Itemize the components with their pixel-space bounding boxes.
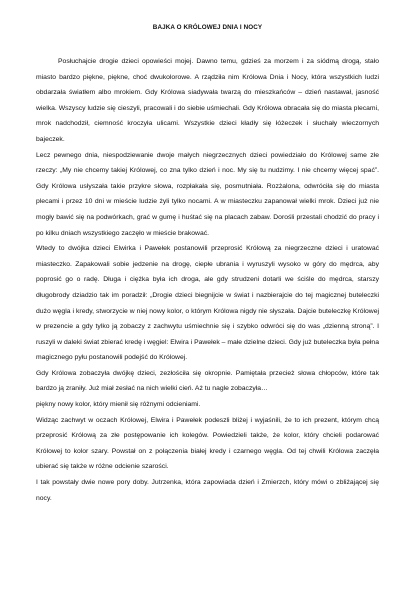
document-title: BAJKA O KRÓLOWEJ DNIA I NOCY <box>152 24 263 31</box>
paragraph: I tak powstały dwie nowe pory doby. Jutrzenka, która zapowiada dzień i Zmierzch, który mówi o zbliżającej się nocy. <box>36 479 379 502</box>
paragraph: Posłuchajcie drogie dzieci opowieści mojej. Dawno temu, gdzieś za morzem i za siódmą drogą, stało miasto bardzo piękne, piękne, choć dwukolorowe. A rządziła nim Królowa Dnia i Nocy, która wszystkich ludzi obdarzała światłem albo mrokiem. Gdy Królowa siadywała twarzą do mieszkańców – dzień nastawał, jasność wielka. Wszyscy ludzie się cieszyli, pracowali i do siebie uśmiechali. Gdy Królowa obracała się do miasta plecami, mrok nadchodził, ciemność kroczyła ulicami. Wszystkie dzieci kładły się łóżeczek i słuchały wieczornych bajeczek. <box>36 58 379 143</box>
paragraph: Lecz pewnego dnia, niespodziewanie dwoje małych niegrzecznych dzieci powiedziało do Królowej same złe rzeczy: „My nie chcemy takiej Królowej, co zna tylko dzień i noc. My się tu nudzimy. I nie chcemy więcej spać”. Gdy Królowa usłyszała takie przykre słowa, rozpłakała się, posmutniała. Rozżalona, odwróciła się do miasta plecami i przez 10 dni w mieście ludzie żyli tylko nocami. A w miasteczku zapanował wielki mrok. Dzieci już nie mogły bawić się na podwórkach, grać w gumę i huśtać się na placach zabaw. Dorośli przestali chodzić do pracy i po kilku dniach wszystkiego zaczęło w mieście brakować. <box>36 151 379 237</box>
document-body <box>36 54 379 506</box>
paragraph: Widząc zachwyt w oczach Królowej, Elwira i Pawełek podeszli bliżej i wyjaśnili, że to ich prezent, którym chcą przeprosić Królową za złe postępowanie ich kolegów. Powiedzieli także, że kolor, który chcieli podarować Królowej to kolor szary. Powstał on z połączenia białej kredy i czarnego węgla. Od tej chwili Królowa zaczęła ubierać się także w różne odcienie szarości. <box>36 416 379 471</box>
paragraph: Wtedy to dwójka dzieci Elwirka i Pawełek postanowili przeprosić Królową za niegrzeczne dzieci i uratować miasteczko. Zapakowali sobie jedzenie na drogę, ciepłe ubrania i wyruszyli wysoko w góry do mędrca, aby poprosić go o radę. Długa i ciężka była ich droga, ale gdy strudzeni dotarli we ściśle do mędrca, starszy długobrody dziadzio tak im poradził: „Drogie dzieci biegnijcie w świat i nazbierajcie do tej magicznej buteleczki dużo węgla i kredy, stworzycie w niej nowy kolor, o którym Królowa nigdy nie słyszała. Dajcie buteleczkę Królowej w prezencie a gdy tylko ją zobaczy z zachwytu uśmiechnie się i szybko odwróci się do was „dzienną stroną”. I ruszyli w daleki świat zbierać kredę i węgiel: Elwira i Pawełek – małe dzielne dzieci. Gdy już buteleczka była pełna magicznego pyłu postanowili podejść do Królowej. <box>36 245 379 362</box>
paragraph: piękny nowy kolor, który mienił się różnymi odcieniami. <box>36 401 201 409</box>
paragraph: Gdy Królowa zobaczyła dwójkę dzieci, zezłościła się okropnie. Pamiętała przecież słowa chłopców, które tak bardzo ją zraniły. Już miał zesłać na nich wielki cień. Aż tu nagle zobaczyła… <box>36 369 379 393</box>
